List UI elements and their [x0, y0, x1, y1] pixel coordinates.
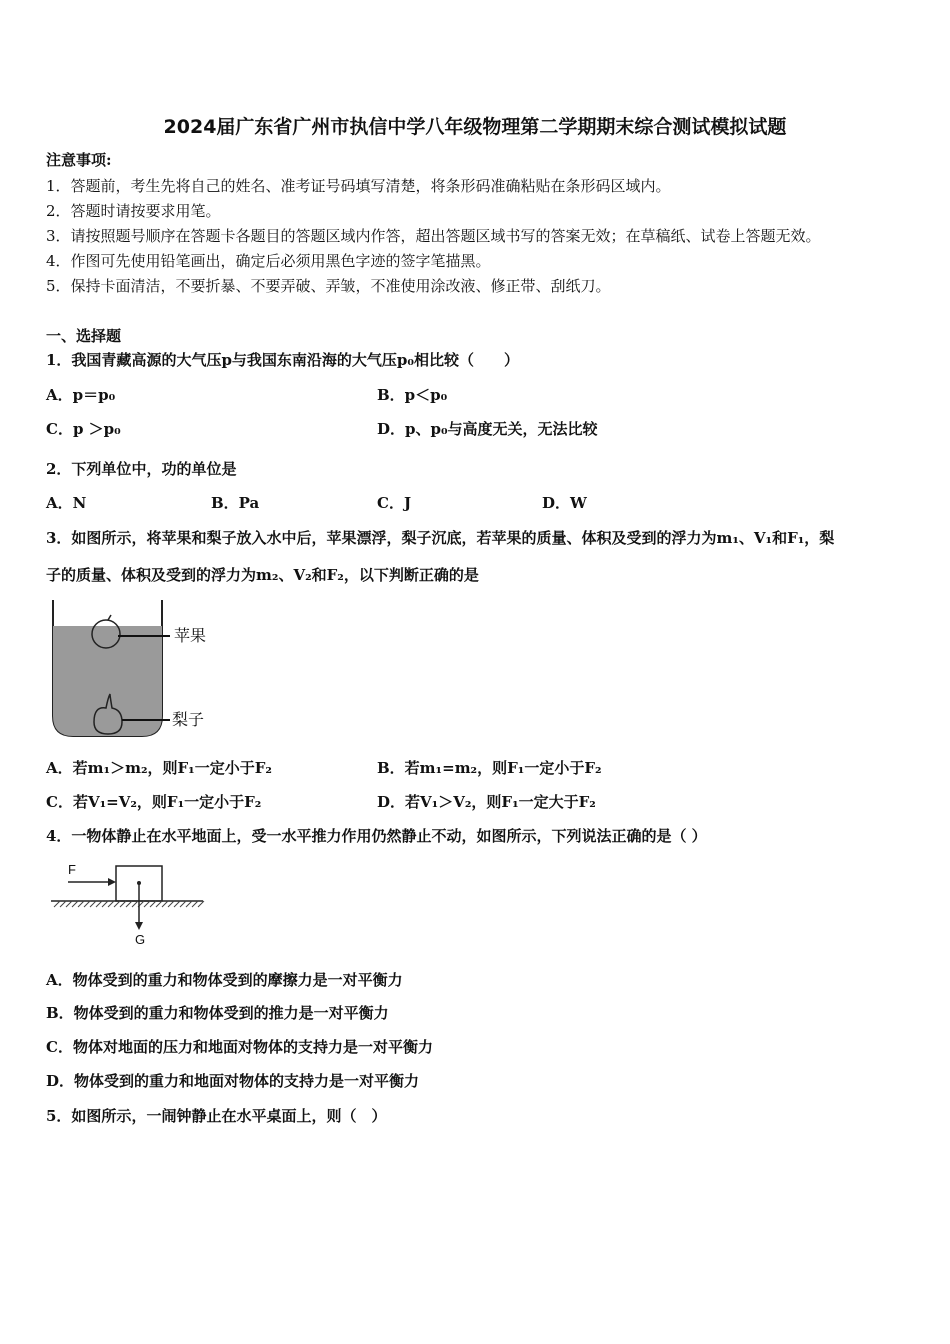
q2-option-a: A．N — [46, 494, 87, 512]
q1-option-b: B．p＜p₀ — [377, 386, 448, 404]
notice-item: 2．答题时请按要求用笔。 — [46, 202, 221, 220]
notice-item: 4．作图可先使用铅笔画出，确定后必须用黑色字迹的签字笔描黑。 — [46, 252, 491, 270]
q4-option-c: C．物体对地面的压力和地面对物体的支持力是一对平衡力 — [46, 1038, 433, 1056]
apple-label: 苹果 — [174, 626, 207, 645]
q2-option-c: C．J — [377, 494, 412, 512]
question-4-stem: 4．一物体静止在水平地面上，受一水平推力作用仍然静止不动，如图所示，下列说法正确的是（ ） — [46, 827, 707, 845]
q3-option-c: C．若V₁=V₂，则F₁一定小于F₂ — [46, 793, 262, 811]
q3-option-a: A．若m₁＞m₂，则F₁一定小于F₂ — [46, 759, 272, 777]
notice-item: 1．答题前，考生先将自己的姓名、准考证号码填写清楚，将条形码准确粘贴在条形码区域内。 — [46, 177, 671, 195]
page-title: 2024届广东省广州市执信中学八年级物理第二学期期末综合测试模拟试题 — [163, 116, 787, 138]
pear-label: 梨子 — [172, 710, 205, 729]
force-label: F — [68, 862, 76, 877]
question-3-stem: 3．如图所示，将苹果和梨子放入水中后，苹果漂浮，梨子沉底，若苹果的质量、体积及受到的浮力为m₁、V₁和F₁，梨 — [46, 529, 835, 547]
notice-item: 5．保持卡面清洁，不要折暴、不要弄破、弄皱，不准使用涂改液、修正带、刮纸刀。 — [46, 277, 611, 295]
gravity-label: G — [135, 932, 146, 947]
q4-option-d: D．物体受到的重力和地面对物体的支持力是一对平衡力 — [46, 1072, 420, 1090]
q4-option-b: B．物体受到的重力和物体受到的推力是一对平衡力 — [46, 1004, 389, 1022]
q2-option-b: B．Pa — [211, 494, 260, 512]
q1-option-a: A．p＝p₀ — [46, 386, 116, 404]
q4-option-a: A．物体受到的重力和物体受到的摩擦力是一对平衡力 — [46, 971, 403, 989]
question-2-stem: 2．下列单位中，功的单位是 — [46, 460, 237, 478]
section-heading: 一、选择题 — [46, 327, 122, 345]
question-5-stem: 5．如图所示，一闹钟静止在水平桌面上，则（ ） — [46, 1107, 387, 1125]
question-1-stem: 1．我国青藏高源的大气压p与我国东南沿海的大气压p₀相比较（ ） — [46, 351, 519, 369]
notice-heading: 注意事项: — [46, 151, 112, 169]
q1-option-c: C．p ＞p₀ — [46, 420, 121, 438]
question-3-stem-cont: 子的质量、体积及受到的浮力为m₂、V₂和F₂，以下判断正确的是 — [46, 566, 479, 584]
q2-option-d: D．W — [542, 494, 587, 512]
q1-option-d: D．p、p₀与高度无关，无法比较 — [377, 420, 598, 438]
q3-option-b: B．若m₁=m₂，则F₁一定小于F₂ — [377, 759, 602, 777]
notice-item: 3．请按照题号顺序在答题卡各题目的答题区域内作答，超出答题区域书写的答案无效；在草稿纸、试卷上答题无效。 — [46, 227, 821, 245]
q3-option-d: D．若V₁＞V₂，则F₁一定大于F₂ — [377, 793, 596, 811]
